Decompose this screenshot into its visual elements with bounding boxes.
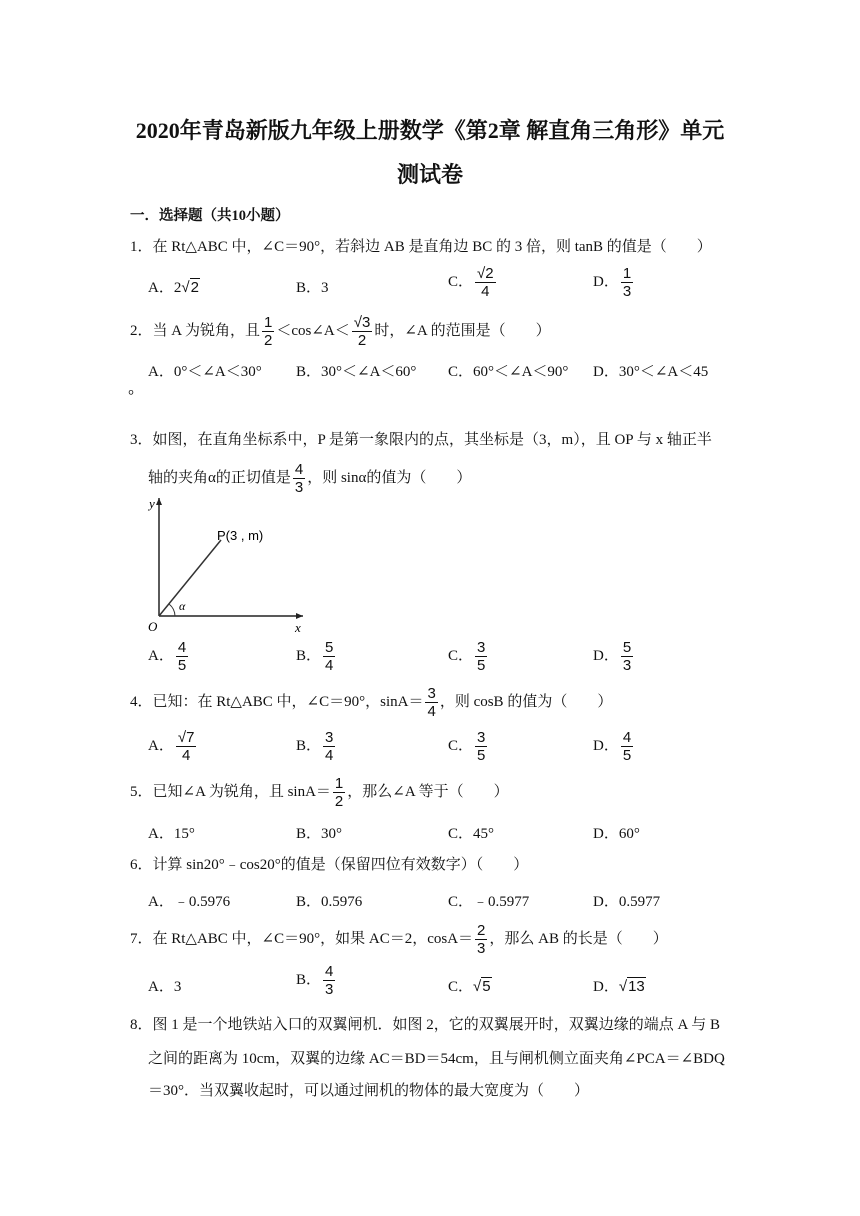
q7-option-b: B． $\frac{4}{3}$ bbox=[296, 963, 334, 998]
question-8-line3: ＝30°．当双翼收起时，可以通过闸机的物体的最大宽度为（ ） bbox=[148, 1083, 590, 1099]
x-label: x bbox=[295, 620, 301, 634]
question-8-line2: 之间的距离为 10cm，双翼的边缘 AC＝BD＝54cm，且与闸机侧立面夹角∠PCA＝∠BDQ bbox=[148, 1051, 725, 1067]
question-3-line2: 轴的夹角α的正切值是 $\frac{4}{3}$ ，则 sinα的值为（ ） bbox=[148, 461, 472, 496]
q7-option-d: D．√13 bbox=[593, 978, 645, 995]
q3-option-d: D． $\frac{5}{3}$ bbox=[593, 639, 632, 674]
origin-label: O bbox=[148, 619, 158, 634]
q4-option-a: A． $\frac{√7}{4}$ bbox=[148, 729, 195, 764]
y-axis-arrow bbox=[156, 498, 162, 505]
question-8-line1: 8．图 1 是一个地铁站入口的双翼闸机．如图 2，它的双翼展开时，双翼边缘的端点 A 与 B bbox=[130, 1017, 721, 1033]
q2-option-a: A．0°＜∠A＜30° bbox=[148, 364, 262, 380]
q1-option-b: B．3 bbox=[296, 280, 329, 296]
q4-option-b: B． $\frac{3}{4}$ bbox=[296, 729, 334, 764]
q2-option-c: C．60°＜∠A＜90° bbox=[448, 364, 569, 380]
q1-option-c: C． $\frac{√2}{4}$ bbox=[448, 265, 494, 300]
q7-option-a: A．3 bbox=[148, 979, 182, 995]
question-5-stem: 5．已知∠A 为锐角，且 sinA＝ $\frac{1}{2}$ ，那么∠A 等于（ ） bbox=[130, 775, 509, 810]
ray-op bbox=[159, 540, 221, 616]
question-1-stem: 1．在 Rt△ABC 中，∠C＝90°，若斜边 AB 是直角边 BC 的 3 倍，则 tanB 的值是（ ） bbox=[130, 239, 712, 255]
alpha-label: α bbox=[179, 599, 186, 613]
page-title-line2: 测试卷 bbox=[396, 162, 463, 187]
section-heading: 一．选择题（共10小题） bbox=[130, 208, 290, 224]
q2-option-d: D．30°＜∠A＜45 bbox=[593, 364, 709, 380]
q6-option-a: A．﹣0.5976 bbox=[148, 894, 231, 910]
q6-option-c: C．﹣0.5977 bbox=[448, 894, 530, 910]
point-p-label: P(3 , m) bbox=[217, 528, 264, 543]
q5-option-b: B．30° bbox=[296, 826, 343, 842]
question-4-stem: 4．已知：在 Rt△ABC 中，∠C＝90°，sinA＝ $\frac{3}{4}$ ，则 cosB 的值为（ ） bbox=[130, 685, 613, 720]
q5-option-c: C．45° bbox=[448, 826, 495, 842]
question-3-line1: 3．如图，在直角坐标系中，P 是第一象限内的点，其坐标是（3，m），且 OP 与 x 轴正半 bbox=[130, 432, 712, 448]
question-2-stem: 2．当 A 为锐角，且 $\frac{1}{2}$ ＜cos∠A＜ $\frac{√3}{2}$ 时，∠A 的范围是（ ） bbox=[130, 314, 551, 349]
q6-option-b: B．0.5976 bbox=[296, 894, 363, 910]
angle-arc bbox=[169, 604, 175, 616]
coordinate-figure bbox=[145, 494, 305, 634]
x-axis-arrow bbox=[296, 613, 303, 619]
q6-option-d: D．0.5977 bbox=[593, 894, 661, 910]
q4-option-c: C． $\frac{3}{5}$ bbox=[448, 729, 486, 764]
q3-option-a: A． $\frac{4}{5}$ bbox=[148, 639, 187, 674]
q7-option-c: C．√5 bbox=[448, 978, 491, 995]
q2-option-d-tail: ° bbox=[128, 388, 134, 404]
q5-option-d: D．60° bbox=[593, 826, 640, 842]
q4-option-d: D． $\frac{4}{5}$ bbox=[593, 729, 632, 764]
q3-option-c: C． $\frac{3}{5}$ bbox=[448, 639, 486, 674]
page-title: 2020年青岛新版九年级上册数学《第2章 解直角三角形》单元 bbox=[135, 118, 725, 143]
q2-option-b: B．30°＜∠A＜60° bbox=[296, 364, 417, 380]
q3-option-b: B． $\frac{5}{4}$ bbox=[296, 639, 334, 674]
q1-option-d: D． $\frac{1}{3}$ bbox=[593, 265, 632, 300]
question-7-stem: 7．在 Rt△ABC 中，∠C＝90°，如果 AC＝2，cosA＝ $\frac{2}{3}$ ，那么 AB 的长是（ ） bbox=[130, 922, 668, 957]
question-6-stem: 6．计算 sin20°﹣cos20°的值是（保留四位有效数字）（ ） bbox=[130, 857, 529, 873]
q1-option-a: A．2√2 bbox=[148, 279, 199, 296]
q5-option-a: A．15° bbox=[148, 826, 195, 842]
y-label: y bbox=[149, 496, 155, 511]
